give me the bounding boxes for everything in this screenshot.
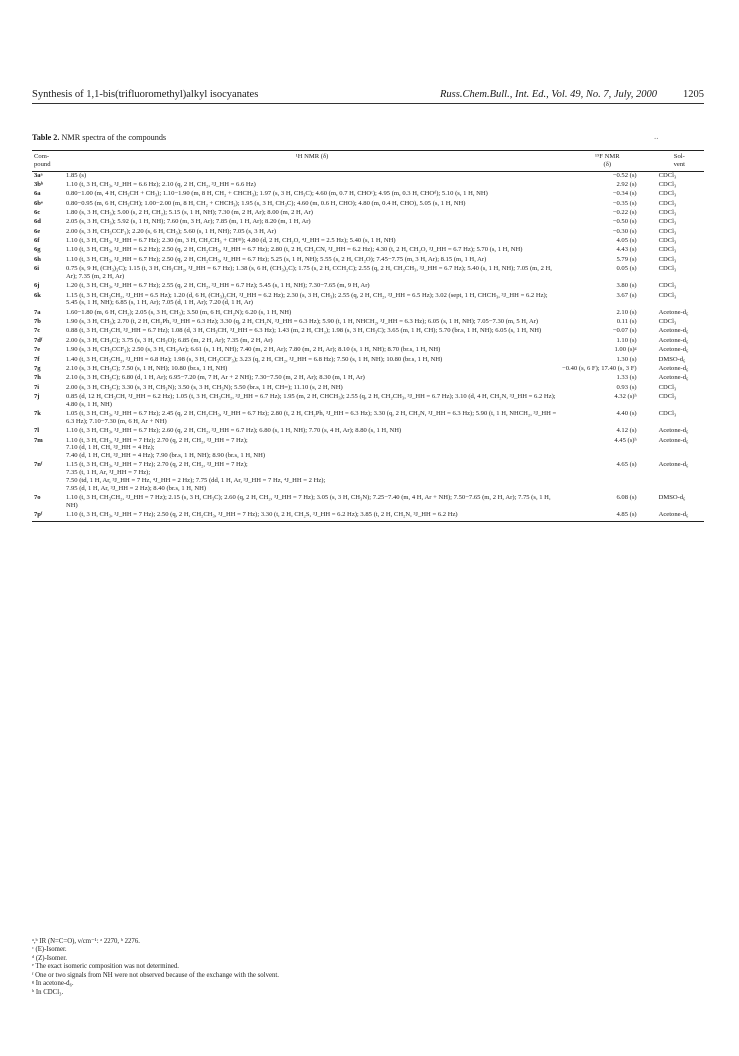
- table-row: [32, 171, 704, 181]
- h-nmr-cell: 1.20 (t, 3 H, CH₃, ³J_HH = 6.7 Hz); 2.55 (q, 2 H, CH₂, ³J_HH = 6.7 Hz); 5.45 (s, 1 H, NH); 7.30−7.65 (m, 9 H, Ar): [66, 282, 370, 290]
- footnote: ᵈ (Z)-Isomer.: [32, 954, 67, 962]
- compound-id: 7g: [34, 364, 41, 372]
- h-nmr-cell: 1.60−1.80 (m, 6 H, CH₂); 2.05 (s, 3 H, CH₃); 3.50 (m, 6 H, CH₂N); 6.20 (s, 1 H, NH): [66, 308, 292, 316]
- compound-id: 6k: [34, 291, 41, 299]
- solvent-cell: Acetone-d₆: [658, 336, 689, 344]
- compound-id: 6f: [34, 237, 40, 245]
- h-nmr-cell: 2.10 (s, 3 H, CH₃C); 7.50 (s, 1 H, NH); 10.80 (br.s, 1 H, NH): [66, 364, 228, 372]
- f-nmr-cell: 3.80 (s): [616, 282, 637, 290]
- table-row: [32, 292, 704, 309]
- h-nmr-cell: 2.05 (s, 3 H, CH₃); 5.92 (s, 1 H, NH); 7.60 (m, 3 H, Ar); 7.85 (m, 1 H, Ar); 8.20 (m, 1 H, Ar): [66, 218, 311, 226]
- footnote: ʰ In CDCl₃.: [32, 988, 64, 996]
- footnote: ᶠ One or two signals from NH were not observed because of the exchange with the solvent.: [32, 971, 279, 979]
- h-nmr-cell: 1.85 (s): [66, 171, 87, 179]
- footnote: ᵉ The exact isomeric composition was not determined.: [32, 963, 179, 971]
- table-row: [32, 461, 704, 494]
- f-nmr-cell: 4.32 (s)ʰ: [614, 392, 637, 400]
- table-header-row: [32, 151, 704, 172]
- solvent-cell: CDCl₃: [658, 227, 677, 235]
- h-nmr-cell: 1.05 (t, 3 H, CH₃, ³J_HH = 6.7 Hz); 2.45 (q, 2 H, CH₂CH₃, ³J_HH = 6.7 Hz); 2.80 (t, 2 H, CH₂Ph, ³J_HH = 6.3 Hz); 3.30 (q, 2 H, CH₂N, ³J_HH = 6.3 Hz); 5.90 (t, 1 H, NHCH₂, ³J_HH = 6.3 Hz); 7.10−7.30 (m, 6 H, Ar + NH): [66, 410, 557, 425]
- compound-id: 7a: [34, 308, 41, 316]
- compound-id: 7m: [34, 436, 43, 444]
- solvent-cell: CDCl₃: [658, 180, 677, 188]
- solvent-cell: CDCl₃: [658, 265, 677, 273]
- compound-id: 6e: [34, 227, 41, 235]
- caption-dots: ..: [654, 131, 659, 141]
- col-solvent: Sol- vent: [655, 151, 704, 172]
- nmr-table: [32, 150, 704, 522]
- h-nmr-cell: 0.80−1.00 (m, 4 H, CH₃CH + CH₃); 1.10−1.90 (m, 8 H, CH₂ + CHCH₃); 1.97 (s, 3 H, CH₃C); 4.60 (m, 0.7 H, CHOᶜ); 4.95 (m, 0.3 H, CHOᵈ); 5.10 (s, 1 H, NH): [66, 190, 488, 198]
- h-nmr-cell: 1.80 (s, 3 H, CH₃); 5.00 (s, 2 H, CH₂); 5.15 (s, 1 H, NH); 7.30 (m, 2 H, Ar); 8.00 (m, 2 H, Ar): [66, 208, 313, 216]
- table-row: [32, 181, 704, 190]
- f-nmr-cell: 4.05 (s): [616, 237, 637, 245]
- solvent-cell: CDCl₃: [658, 218, 677, 226]
- f-nmr-cell: 4.85 (s): [560, 511, 655, 521]
- f-nmr-cell: 0.05 (s): [616, 265, 637, 273]
- footnote: ᵍ In acetone-d₆.: [32, 980, 74, 988]
- compound-id: 7pᶠ: [32, 511, 64, 521]
- h-nmr-cell: 1.10 (t, 3 H, CH₃, ³J_HH = 6.2 Hz); 2.50 (q, 2 H, CH₂CH₃, ³J_HH = 6.7 Hz); 2.80 (t, 2 H, CH₂CN, ³J_HH = 6.2 Hz); 4.30 (t, 2 H, CH₂O, ³J_HH = 6.7 Hz); 5.70 (s, 1 H, NH): [66, 246, 523, 254]
- table-row: [32, 228, 704, 237]
- solvent-cell: Acetone-d₆: [658, 461, 689, 469]
- table-row: [32, 374, 704, 383]
- h-nmr-cell: 0.85 (d, 12 H, CH₃CH, ³J_HH = 6.2 Hz); 1.05 (t, 3 H, CH₃CH₂, ³J_HH = 6.7 Hz); 1.95 (m, 2 H, CHCH₃); 2.55 (q, 2 H, CH₂CH₃, ³J_HH = 6.7 Hz); 3.10 (d, 4 H, CH₂N, ³J_HH = 6.2 Hz); 4.80 (s, 1 H, NH): [66, 392, 556, 408]
- compound-id: 6a: [34, 190, 41, 198]
- f-nmr-cell: 1.33 (s): [616, 374, 637, 382]
- compound-id: 6j: [34, 282, 40, 290]
- solvent-cell: CDCl₃: [658, 282, 677, 290]
- table-row: [32, 265, 704, 282]
- f-nmr-cell: −0.35 (s): [612, 199, 637, 207]
- table-row: [32, 318, 704, 327]
- journal-citation: Russ.Chem.Bull., Int. Ed., Vol. 49, No. 7, July, 2000: [440, 89, 657, 100]
- solvent-cell: CDCl₃: [658, 171, 677, 179]
- compound-id: 7dᶠ: [34, 336, 43, 344]
- h-nmr-cell: 2.00 (s, 3 H, CH₃CCF₃); 2.20 (s, 6 H, CH₃); 5.60 (s, 1 H, NH); 7.05 (s, 3 H, Ar): [66, 227, 277, 235]
- table-row: [32, 494, 704, 511]
- compound-id: 7i: [34, 383, 40, 391]
- solvent-cell: CDCl₃: [658, 190, 677, 198]
- table-row: [32, 237, 704, 246]
- compound-id: 7k: [34, 410, 41, 418]
- compound-id: 7h: [34, 374, 41, 382]
- f-nmr-cell: 4.65 (s): [616, 461, 637, 469]
- table-row: [32, 346, 704, 355]
- h-nmr-cell: 2.10 (s, 3 H, CH₃C); 6.80 (d, 1 H, Ar); 6.95−7.20 (m, 7 H, Ar + 2 NH); 7.30−7.50 (m, 2 H, Ar); 8.30 (m, 1 H, Ar): [66, 374, 365, 382]
- h-nmr-cell: 1.15 (t, 3 H, CH₃CH₂, ³J_HH = 6.5 Hz); 1.20 (d, 6 H, (CH₃)₂CH, ³J_HH = 6.2 Hz); 2.30 (s, 3 H, CH₃); 2.55 (q, 2 H, CH₂, ³J_HH = 6.5 Hz); 3.02 (sept, 1 H, CHCH₃, ³J_HH = 6.2 Hz); 5.45 (s, 1 H, NH); 6.85 (s, 1 H, Ar); 7.05 (d, 1 H, Ar); 7.20 (d, 1 H, Ar): [66, 291, 548, 307]
- h-nmr-cell: 1.90 (s, 3 H, CH₃CCF₃); 2.50 (s, 3 H, CH₃Ar); 6.61 (s, 1 H, NH); 7.40 (m, 2 H, Ar); 7.80 (m, 2 H, Ar); 8.10 (s, 1 H, NH); 8.70 (br.s, 1 H, NH): [66, 346, 441, 354]
- h-nmr-cell: 2.00 (s, 3 H, CH₃C); 3.75 (s, 3 H, CH₃O); 6.85 (m, 2 H, Ar); 7.35 (m, 2 H, Ar): [66, 336, 273, 344]
- f-nmr-cell: −0.07 (s): [612, 327, 637, 335]
- compound-id: 7e: [34, 346, 41, 354]
- solvent-cell: CDCl₃: [658, 246, 677, 254]
- compound-id: 3bᵇ: [34, 180, 44, 188]
- compound-id: 7f: [34, 355, 40, 363]
- solvent-cell: DMSO-d₆: [658, 494, 686, 502]
- h-nmr-cell: 2.00 (s, 3 H, CH₃C); 3.30 (s, 3 H, CH₃N); 3.50 (s, 3 H, CH₃N); 5.50 (br.s, 1 H, CH=); 11.10 (s, 2 H, NH): [66, 383, 343, 391]
- h-nmr-cell: 1.10 (t, 3 H, CH₃, ³J_HH = 6.7 Hz); 2.50 (q, 2 H, CH₂CH₃, ³J_HH = 6.7 Hz); 5.25 (s, 1 H, NH); 5.55 (s, 2 H, CH₂O); 7.45−7.75 (m, 3 H, Ar); 8.15 (m, 1 H, Ar): [66, 255, 487, 263]
- running-title: Synthesis of 1,1-bis(trifluoromethyl)alkyl isocyanates: [32, 89, 259, 100]
- f-nmr-cell: −0.22 (s): [612, 208, 637, 216]
- h-nmr-cell: 1.90 (s, 3 H, CH₃); 2.70 (t, 2 H, CH₂Ph, ³J_HH = 6.3 Hz); 3.30 (q, 2 H, CH₂N, ³J_HH = 6.3 Hz); 5.90 (t, 1 H, NHCH₂, ³J_HH = 6.3 Hz); 6.05 (s, 1 H, NH); 7.05−7.30 (m, 5 H, Ar): [66, 318, 539, 326]
- footnotes: [32, 938, 279, 997]
- compound-id: 7o: [34, 494, 41, 502]
- solvent-cell: CDCl₃: [658, 208, 677, 216]
- table-row: [32, 384, 704, 393]
- solvent-cell: Acetone-d₆: [658, 364, 689, 372]
- compound-id: 6c: [34, 208, 41, 216]
- table-title: NMR spectra of the compounds: [61, 133, 167, 142]
- table-row: [32, 511, 704, 521]
- solvent-cell: CDCl₃: [658, 255, 677, 263]
- table-row: [32, 410, 704, 427]
- solvent-cell: CDCl₃: [658, 199, 677, 207]
- solvent-cell: Acetone-d₆: [658, 374, 689, 382]
- f-nmr-cell: 4.12 (s): [616, 427, 637, 435]
- compound-id: 7c: [34, 327, 41, 335]
- solvent-cell: CDCl₃: [658, 410, 677, 418]
- page-number: 1205: [683, 89, 704, 100]
- compound-id: 6g: [34, 246, 41, 254]
- f-nmr-cell: 1.10 (s): [616, 336, 637, 344]
- f-nmr-cell: 3.67 (s): [616, 291, 637, 299]
- compound-id: 6bᵉ: [34, 199, 43, 207]
- h-nmr-cell: 1.10 (t, 3 H, CH₃, ³J_HH = 6.7 Hz); 2.60 (q, 2 H, CH₂, ³J_HH = 6.7 Hz); 6.80 (s, 1 H, NH); 7.70 (s, 4 H, Ar); 8.80 (s, 1 H, NH): [66, 427, 402, 435]
- table-row: [32, 200, 704, 209]
- solvent-cell: Acetone-d₆: [658, 436, 689, 444]
- h-nmr-cell: 0.88 (t, 3 H, CH₃CH, ³J_HH = 6.7 Hz); 1.08 (d, 3 H, CH₃CH, ³J_HH = 6.3 Hz); 1.43 (m, 2 H, CH₂); 1.98 (s, 3 H, CH₃C); 3.65 (m, 1 H, CH); 5.70 (br.s, 1 H, NH); 6.05 (s, 1 H, NH): [66, 327, 542, 335]
- f-nmr-cell: 4.43 (s): [616, 246, 637, 254]
- table-row: [32, 337, 704, 346]
- solvent-cell: DMSO-d₆: [658, 355, 686, 363]
- table-caption: [32, 133, 166, 142]
- f-nmr-cell: 0.93 (s): [616, 383, 637, 391]
- table-row: [32, 246, 704, 255]
- solvent-cell: Acetone-d₆: [658, 308, 689, 316]
- compound-id: 7b: [34, 318, 41, 326]
- solvent-cell: Acetone-d₆: [655, 511, 704, 521]
- table-row: [32, 209, 704, 218]
- table-row: [32, 427, 704, 436]
- h-nmr-cell: 1.15 (t, 3 H, CH₃, ³J_HH = 7 Hz); 2.70 (q, 2 H, CH₂, ³J_HH = 7 Hz); 7.35 (t, 1 H, Ar, ³J_HH = 7 Hz); 7.50 (td, 1 H, Ar, ³J_HH = 7 Hz, ⁴J_HH = 2 Hz); 7.75 (dd, 1 H, Ar, ³J_HH = 7 Hz, ⁴J_HH = 2 Hz); 7.95 (d, 1 H, Ar, ³J_HH = 2 Hz); 8.40 (br.s, 1 H, NH): [66, 461, 326, 492]
- f-nmr-cell: 2.10 (s): [616, 308, 637, 316]
- footnote: ᵃ,ᵇ IR (N=C=O), ν/cm⁻¹: ᵃ 2270, ᵇ 2276.: [32, 938, 140, 945]
- f-nmr-cell: 6.08 (s): [616, 494, 637, 502]
- f-nmr-cell: 1.30 (s): [616, 355, 637, 363]
- solvent-cell: CDCl₃: [658, 318, 677, 326]
- running-header: [32, 89, 704, 100]
- h-nmr-cell: 1.10 (t, 3 H, CH₃, ³J_HH = 7 Hz); 2.70 (q, 2 H, CH₂, ³J_HH = 7 Hz); 7.10 (d, 1 H, CH, ³J_HH = 4 Hz); 7.40 (d, 1 H, CH, ³J_HH = 4 Hz); 7.90 (br.s, 1 H, NH); 8.90 (br.s, 1 H, NH): [66, 436, 266, 460]
- table-row: [32, 365, 704, 374]
- h-nmr-cell: 0.80−0.95 (m, 6 H, CH₃CH); 1.00−2.00 (m, 8 H, CH₂ + CHCH₃); 1.95 (s, 3 H, CH₃C); 4.60 (m, 0.6 H, CHO); 4.80 (m, 0.4 H, CHO), 5.05 (s, 1 H, NH): [66, 199, 466, 207]
- f-nmr-cell: 2.92 (s): [616, 180, 637, 188]
- solvent-cell: Acetone-d₆: [658, 427, 689, 435]
- table-label: Table 2.: [32, 133, 60, 142]
- f-nmr-cell: −0.52 (s): [612, 171, 637, 179]
- compound-id: 6h: [34, 255, 41, 263]
- f-nmr-cell: 4.45 (s)ʰ: [614, 436, 637, 444]
- f-nmr-cell: 0.11 (s): [616, 318, 637, 326]
- compound-id: 3aᵃ: [34, 171, 43, 179]
- solvent-cell: CDCl₃: [658, 291, 677, 299]
- h-nmr-cell: 1.10 (t, 3 H, CH₃CH₂, ³J_HH = 7 Hz); 2.15 (s, 3 H, CH₃C); 2.60 (q, 2 H, CH₂, ³J_HH = 7 Hz); 3.05 (s, 3 H, CH₃N); 7.25−7.40 (m, 4 H, Ar + NH); 7.50−7.65 (m, 2 H, Ar); 7.75 (s, 1 H, NH): [66, 494, 551, 509]
- table-body: [32, 171, 704, 521]
- compound-id: 6d: [34, 218, 41, 226]
- f-nmr-cell: −0.30 (s): [612, 227, 637, 235]
- f-nmr-cell: 4.40 (s): [616, 410, 637, 418]
- h-nmr-cell: 1.10 (t, 3 H, CH₃, ³J_HH = 7 Hz); 2.50 (q, 2 H, CH₂CH₃, ³J_HH = 7 Hz); 3.30 (t, 2 H, CH₂S, ³J_HH = 6.2 Hz); 3.85 (t, 2 H, CH₂N, ³J_HH = 6.2 Hz): [64, 511, 560, 521]
- table-row: [32, 356, 704, 365]
- table-row: [32, 327, 704, 336]
- solvent-cell: Acetone-d₆: [658, 346, 689, 354]
- compound-id: 6i: [34, 265, 40, 273]
- h-nmr-cell: 1.10 (t, 3 H, CH₃, ³J_HH = 6.6 Hz); 2.10 (q, 2 H, CH₂, ³J_HH = 6.6 Hz): [66, 180, 256, 188]
- f-nmr-cell: −0.40 (s, 6 F); 17.40 (s, 3 F): [562, 364, 637, 372]
- table-row: [32, 190, 704, 199]
- table-row: [32, 282, 704, 291]
- f-nmr-cell: 1.00 (s)ᵍ: [614, 346, 637, 354]
- f-nmr-cell: −0.50 (s): [612, 218, 637, 226]
- table-row: [32, 309, 704, 318]
- f-nmr-cell: 5.79 (s): [616, 255, 637, 263]
- header-rule: [32, 103, 704, 104]
- table-row: [32, 256, 704, 265]
- h-nmr-cell: 0.75 (s, 9 H, (CH₃)₃C); 1.15 (t, 3 H, CH₃CH₂, ³J_HH = 6.7 Hz); 1.38 (s, 6 H, (CH₃)₂C); 1.75 (s, 2 H, CCH₂C); 2.55 (q, 2 H, CH₂CH₃, ³J_HH = 6.7 Hz); 5.40 (s, 1 H, NH); 7.05 (m, 2 H, Ar); 7.35 (m, 2 H, Ar): [66, 265, 552, 280]
- table-row: [32, 437, 704, 462]
- solvent-cell: Acetone-d₆: [658, 327, 689, 335]
- compound-id: 7j: [34, 392, 40, 400]
- col-compound: Com- pound: [32, 151, 64, 172]
- footnote: ᶜ (E)-Isomer.: [32, 946, 67, 954]
- solvent-cell: CDCl₃: [658, 383, 677, 391]
- compound-id: 7l: [34, 427, 40, 435]
- h-nmr-cell: 1.40 (t, 3 H, CH₃CH₂, ³J_HH = 6.8 Hz); 1.98 (s, 3 H, CH₃CCF₃); 3.23 (q, 2 H, CH₂, ³J_HH = 6.8 Hz); 7.50 (s, 1 H, NH); 10.80 (br.s, 1 H, NH): [66, 355, 443, 363]
- table-row: [32, 393, 704, 410]
- solvent-cell: CDCl₃: [658, 237, 677, 245]
- table-row: [32, 218, 704, 227]
- compound-id: 7nᶠ: [34, 461, 43, 469]
- h-nmr-cell: 1.10 (t, 3 H, CH₃, ³J_HH = 6.7 Hz); 2.30 (m, 3 H, CH₂CH₃ + CH≡); 4.80 (d, 2 H, CH₂O, ⁴J_HH = 2.5 Hz); 5.40 (s, 1 H, NH): [66, 237, 396, 245]
- f-nmr-cell: −0.34 (s): [612, 190, 637, 198]
- solvent-cell: CDCl₃: [658, 392, 677, 400]
- col-19f-nmr: ¹⁹F NMR (δ): [560, 151, 655, 172]
- col-1h-nmr: ¹H NMR (δ): [64, 151, 560, 172]
